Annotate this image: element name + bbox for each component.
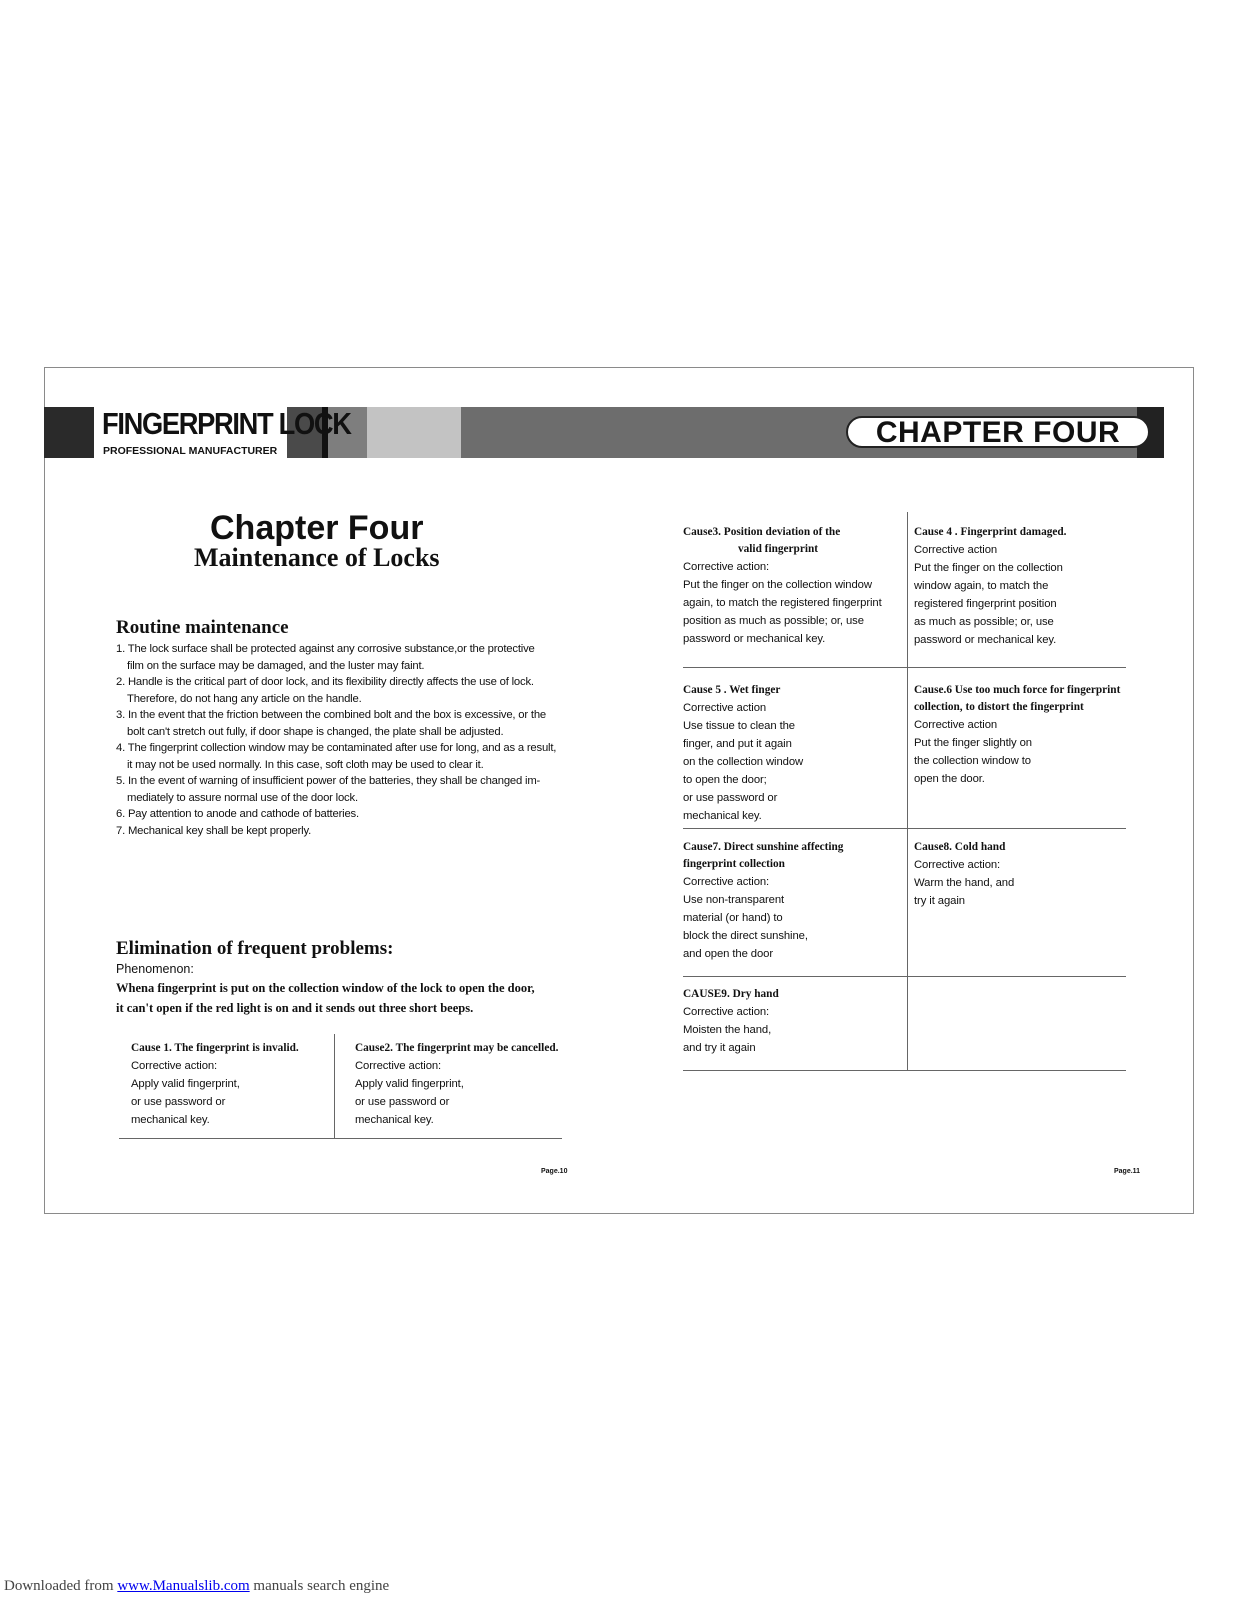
- corrective-action-line: Put the finger on the collection: [914, 562, 1063, 574]
- table-divider: [119, 1138, 562, 1139]
- corrective-action-line: as much as possible; or, use: [914, 616, 1054, 628]
- corrective-action-line: and try it again: [683, 1042, 756, 1054]
- corrective-action-line: Apply valid fingerprint,: [131, 1078, 240, 1090]
- corrective-action-line: Use tissue to clean the: [683, 720, 795, 732]
- cause-4-cell: [914, 524, 1067, 649]
- corrective-action-label: Corrective action:: [131, 1060, 218, 1072]
- routine-item-line: 3. In the event that the friction between the combined bolt and the box is excessive, or the: [116, 709, 546, 721]
- corrective-action-line: Put the finger slightly on: [914, 737, 1032, 749]
- table-divider: [334, 1034, 335, 1138]
- cause-title: Cause.6 Use too much force for fingerprint: [914, 684, 1121, 696]
- logo-subtitle: PROFESSIONAL MANUFACTURER: [103, 445, 278, 457]
- corrective-action-line: try it again: [914, 895, 965, 907]
- manualslib-link[interactable]: www.Manualslib.com: [117, 1578, 250, 1594]
- corrective-action-label: Corrective action: [914, 544, 998, 556]
- corrective-action-line: or use password or: [355, 1096, 450, 1108]
- banner-dark-block: [44, 407, 94, 458]
- banner-light-block: [367, 407, 461, 458]
- corrective-action-line: open the door.: [914, 773, 985, 785]
- cause-title: Cause2. The fingerprint may be cancelled.: [355, 1042, 559, 1054]
- cause-1-cell: [131, 1040, 299, 1129]
- routine-item-line: 4. The fingerprint collection window may be contaminated after use for long, and as a result,: [116, 742, 557, 754]
- cause-title: CAUSE9. Dry hand: [683, 988, 779, 1000]
- corrective-action-label: Corrective action:: [683, 876, 770, 888]
- table-divider: [683, 976, 1126, 977]
- phenomenon-line: it can't open if the red light is on and it sends out three short beeps.: [116, 1001, 474, 1015]
- cause-title: fingerprint collection: [683, 858, 785, 870]
- download-footer: [4, 1578, 389, 1595]
- routine-heading: Routine maintenance: [116, 617, 289, 638]
- routine-item-line: bolt can't stretch out fully, if door shape is changed, the plate shall be adjusted.: [127, 725, 504, 738]
- routine-item-line: it may not be used normally. In this case, soft cloth may be used to clear it.: [127, 758, 484, 771]
- cause-9-cell: [683, 986, 779, 1057]
- corrective-action-line: position as much as possible; or, use: [683, 615, 864, 627]
- cause-5-cell: [683, 682, 803, 825]
- corrective-action-label: Corrective action:: [355, 1060, 442, 1072]
- chapter-badge: CHAPTER FOUR: [846, 416, 1150, 448]
- page-number-left: Page.10: [541, 1168, 568, 1175]
- table-divider: [683, 828, 1126, 829]
- corrective-action-line: Use non-transparent: [683, 894, 785, 906]
- corrective-action-line: password or mechanical key.: [683, 633, 826, 645]
- cause-2-cell: [355, 1040, 558, 1129]
- corrective-action-line: Apply valid fingerprint,: [355, 1078, 464, 1090]
- corrective-action-line: mechanical key.: [683, 810, 762, 822]
- corrective-action-line: window again, to match the: [914, 580, 1049, 592]
- corrective-action-line: mechanical key.: [355, 1114, 434, 1126]
- corrective-action-line: the collection window to: [914, 755, 1031, 767]
- chapter-subtitle: Maintenance of Locks: [194, 543, 440, 572]
- footer-suffix: manuals search engine: [249, 1578, 390, 1594]
- routine-item-line: mediately to assure normal use of the door lock.: [127, 791, 358, 804]
- cause-title: valid fingerprint: [738, 543, 819, 555]
- corrective-action-line: on the collection window: [683, 756, 804, 768]
- logo-title: FINGERPRINT LOCK: [102, 406, 351, 441]
- table-divider: [683, 667, 1126, 668]
- table-divider: [907, 512, 908, 1070]
- corrective-action-line: or use password or: [683, 792, 778, 804]
- routine-item-line: Therefore, do not hang any article on the handle.: [127, 692, 362, 705]
- corrective-action-line: password or mechanical key.: [914, 634, 1057, 646]
- corrective-action-line: material (or hand) to: [683, 912, 783, 924]
- corrective-action-line: Put the finger on the collection window: [683, 579, 872, 591]
- corrective-action-label: Corrective action:: [914, 859, 1001, 871]
- corrective-action-label: Corrective action:: [683, 1006, 770, 1018]
- cause-title: Cause 1. The fingerprint is invalid.: [131, 1042, 299, 1054]
- cause-title: Cause3. Position deviation of the: [683, 526, 841, 538]
- corrective-action-line: to open the door;: [683, 774, 767, 786]
- corrective-action-line: again, to match the registered fingerprint: [683, 597, 882, 609]
- corrective-action-label: Corrective action: [683, 702, 767, 714]
- footer-prefix: Downloaded from: [4, 1578, 118, 1594]
- routine-item-line: 7. Mechanical key shall be kept properly.: [116, 824, 312, 837]
- cause-title: Cause 4 . Fingerprint damaged.: [914, 526, 1067, 538]
- page-number-right: Page.11: [1114, 1168, 1141, 1175]
- corrective-action-label: Corrective action:: [683, 561, 770, 573]
- routine-item-line: film on the surface may be damaged, and the luster may faint.: [127, 659, 425, 672]
- routine-item-line: 1. The lock surface shall be protected against any corrosive substance,or the protective: [116, 643, 535, 655]
- routine-item-line: 6. Pay attention to anode and cathode of batteries.: [116, 808, 359, 820]
- routine-item-line: 2. Handle is the critical part of door lock, and its flexibility directly affects the use of lock.: [116, 676, 534, 688]
- table-divider: [683, 1070, 1126, 1071]
- corrective-action-line: finger, and put it again: [683, 738, 792, 750]
- corrective-action-line: mechanical key.: [131, 1114, 210, 1126]
- routine-item-line: 5. In the event of warning of insufficient power of the batteries, they shall be changed im-: [116, 775, 541, 787]
- corrective-action-line: Warm the hand, and: [914, 877, 1015, 889]
- corrective-action-line: block the direct sunshine,: [683, 930, 808, 942]
- corrective-action-line: Moisten the hand,: [683, 1024, 772, 1036]
- phenomenon-label: Phenomenon:: [116, 962, 194, 976]
- cause-title: collection, to distort the fingerprint: [914, 701, 1084, 713]
- cause-3-cell: [683, 524, 882, 648]
- routine-list: [116, 641, 556, 839]
- cause-title: Cause7. Direct sunshine affecting: [683, 841, 844, 853]
- cause-title: Cause 5 . Wet finger: [683, 684, 781, 696]
- corrective-action-line: or use password or: [131, 1096, 226, 1108]
- cause-title: Cause8. Cold hand: [914, 841, 1006, 853]
- problems-heading: Elimination of frequent problems:: [116, 938, 394, 959]
- corrective-action-label: Corrective action: [914, 719, 998, 731]
- cause-8-cell: [914, 839, 1014, 910]
- cause-6-cell: [914, 682, 1120, 788]
- phenomenon-line: Whena fingerprint is put on the collection window of the lock to open the door,: [116, 981, 535, 995]
- cause-7-cell: [683, 839, 843, 963]
- corrective-action-line: registered fingerprint position: [914, 598, 1057, 610]
- corrective-action-line: and open the door: [683, 948, 774, 960]
- chapter-title: Chapter Four: [210, 509, 424, 547]
